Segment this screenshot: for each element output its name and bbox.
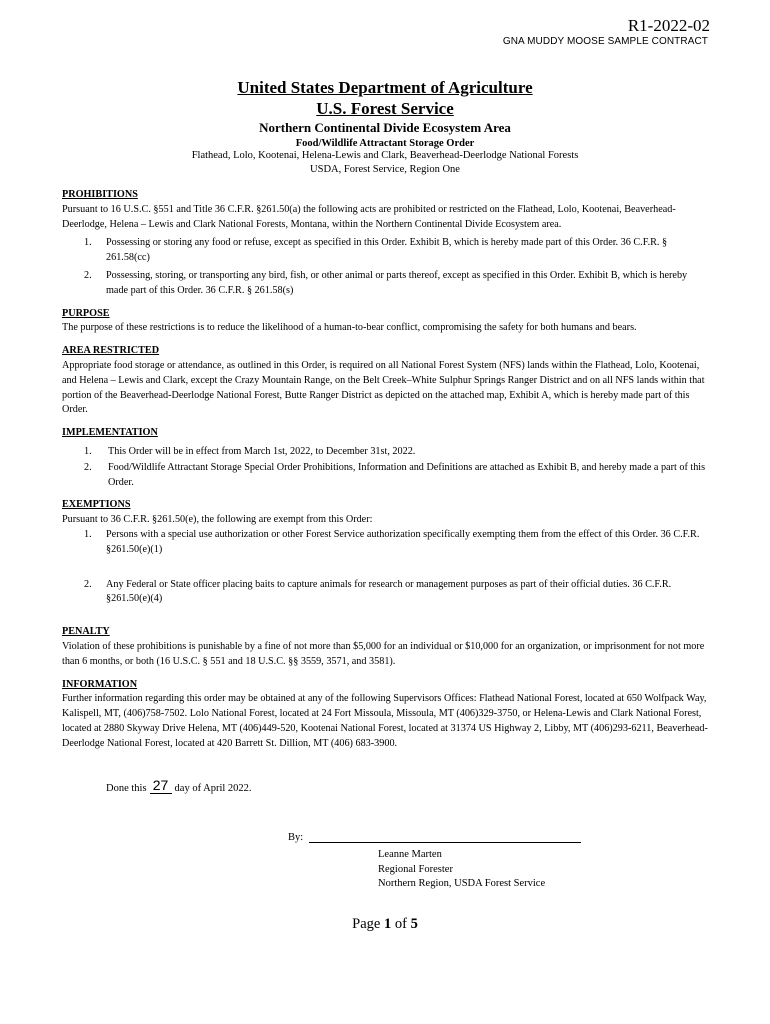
list-text: Possessing or storing any food or refuse, except as specified in this Order. Exhibit B, which is hereby made part of this Order. 36 C.F.R. § 261.58(cc) bbox=[106, 237, 668, 264]
signer-block bbox=[378, 848, 545, 892]
done-prefix: Done this bbox=[106, 783, 147, 794]
section-implementation bbox=[62, 426, 710, 490]
document-id: R1-2022-02 bbox=[627, 16, 710, 35]
section-text: The purpose of these restrictions is to reduce the likelihood of a human-to-bear conflict, compromising the safety for both humans and bears. bbox=[62, 322, 637, 334]
section-text: Pursuant to 16 U.S.C. §551 and Title 36 C.F.R. §261.50(a) the following acts are prohibited or restricted on the Flathead, Lolo, Kootenai, Beaverhead-Deerlodge, Helena – Lewis and Clark National Forests, Montana, within the Northern Continental Divide Ecosystem area. bbox=[62, 203, 676, 230]
page-word: Page bbox=[352, 916, 381, 932]
list-text: This Order will be in effect from March 1st, 2022, to December 31st, 2022. bbox=[108, 445, 416, 457]
list-text: Any Federal or State officer placing baits to capture animals for research or management purposes as part of their official duties. 36 C.F.R. §261.50(e)(4) bbox=[106, 578, 672, 605]
page-total: 5 bbox=[410, 916, 418, 932]
section-text: Pursuant to 36 C.F.R. §261.50(e), the following are exempt from this Order: bbox=[62, 514, 373, 526]
header-agency: United States Department of Agriculture bbox=[237, 78, 533, 97]
list-number: 2. bbox=[84, 461, 92, 473]
list-item bbox=[62, 445, 710, 460]
day-field[interactable]: 27 bbox=[150, 778, 172, 794]
section-title: IMPLEMENTATION bbox=[62, 427, 158, 439]
list-number: 2. bbox=[84, 269, 92, 281]
signer-org: Northern Region, USDA Forest Service bbox=[378, 878, 546, 889]
section-text: Further information regarding this order may be obtained at any of the following Supervisors Offices: Flathead National Forest, located at 650 Wolfpack Way, Kalispell, MT, (406)758-7502. Lolo National Forest, located at 24 Fort Missoula, Missoula, MT (406)329-3750, or Helena-Lewis and Clark National Forest, located at 2880 Skyway Drive Helena, MT (406)449-520, Kootenai National Forest, located at 31374 US Highway 2, Libby, MT (406)293-6211, Beaverhead-Deerlodge National Forest, located at 420 Barrett St. Dillion, MT (406) 683-3900. bbox=[62, 693, 708, 749]
section-exemptions bbox=[62, 498, 710, 607]
list-item bbox=[62, 461, 710, 491]
exemptions-list bbox=[62, 528, 710, 607]
section-text: Violation of these prohibitions is punishable by a fine of not more than $5,000 for an individual or $10,000 for an organization, or imprisonment for not more than 6 months, or both (16 U.S.C. § 551 and 18 U.S.C. §§ 3559, 3571, and 3581). bbox=[62, 640, 705, 667]
header-forests: Flathead, Lolo, Kootenai, Helena-Lewis and Clark, Beaverhead-Deerlodge National Forests bbox=[191, 150, 579, 161]
list-item bbox=[62, 528, 710, 558]
list-text: Food/Wildlife Attractant Storage Special Order Prohibitions, Information and Definitions are attached as Exhibit B, and hereby made a part of this Order. bbox=[108, 461, 706, 488]
list-number: 1. bbox=[84, 528, 92, 540]
page-number: 1 bbox=[383, 916, 392, 932]
signer-name: Leanne Marten bbox=[378, 849, 442, 860]
section-title: INFORMATION bbox=[62, 678, 138, 690]
section-title: PENALTY bbox=[62, 626, 110, 638]
list-number: 1. bbox=[84, 445, 92, 457]
document-body bbox=[62, 188, 710, 760]
by-label: By: bbox=[288, 832, 304, 843]
signature-line bbox=[288, 830, 581, 843]
header-order-title: Food/Wildlife Attractant Storage Order bbox=[295, 138, 475, 149]
section-area-restricted bbox=[62, 344, 710, 418]
list-number: 2. bbox=[84, 578, 92, 590]
header-service: U.S. Forest Service bbox=[316, 99, 454, 118]
implementation-list bbox=[62, 445, 710, 490]
signer-title: Regional Forester bbox=[378, 863, 453, 875]
list-item bbox=[62, 236, 710, 266]
section-prohibitions bbox=[62, 188, 710, 299]
section-title: EXEMPTIONS bbox=[62, 499, 131, 511]
list-number: 1. bbox=[84, 237, 92, 249]
section-title: PROHIBITIONS bbox=[62, 189, 138, 200]
section-title: PURPOSE bbox=[62, 307, 110, 319]
section-information bbox=[62, 678, 710, 752]
section-text: Appropriate food storage or attendance, as outlined in this Order, is required on all National Forest System (NFS) lands within the Flathead, Lolo, Kootenai, and Helena – Lewis and Clark, except the Crazy Mountain Range, on the Belt Creek–White Sulphur Springs Ranger District and on all NFS lands within that portion of the Beaverhead-Deerlodge National Forest, Butte Ranger District as depicted on the attached map, Exhibit A, which is hereby made part of this Order. bbox=[62, 359, 705, 416]
section-title: AREA RESTRICTED bbox=[62, 345, 160, 357]
prohibitions-list bbox=[62, 236, 710, 298]
document-subtitle: GNA MUDDY MOOSE SAMPLE CONTRACT bbox=[502, 36, 708, 47]
done-date-line bbox=[106, 778, 252, 794]
header-region: USDA, Forest Service, Region One bbox=[310, 164, 460, 175]
of-word: of bbox=[394, 916, 407, 932]
done-suffix: day of April 2022. bbox=[174, 783, 252, 794]
section-penalty bbox=[62, 625, 710, 669]
list-text: Persons with a special use authorization or other Forest Service authorization specifically exempting them from the effect of this Order. 36 C.F.R. §261.50(e)(1) bbox=[106, 528, 700, 555]
page-footer bbox=[0, 916, 770, 933]
list-text: Possessing, storing, or transporting any bird, fish, or other animal or parts thereof, except as specified in this Order. Exhibit B, which is hereby made part of this Order. 36 C.F.R. § 261.58(s) bbox=[106, 269, 688, 296]
header-area: Northern Continental Divide Ecosystem Area bbox=[259, 120, 511, 135]
signature-field[interactable] bbox=[309, 830, 581, 843]
section-purpose bbox=[62, 307, 710, 337]
list-item bbox=[62, 578, 710, 608]
list-item bbox=[62, 269, 710, 299]
